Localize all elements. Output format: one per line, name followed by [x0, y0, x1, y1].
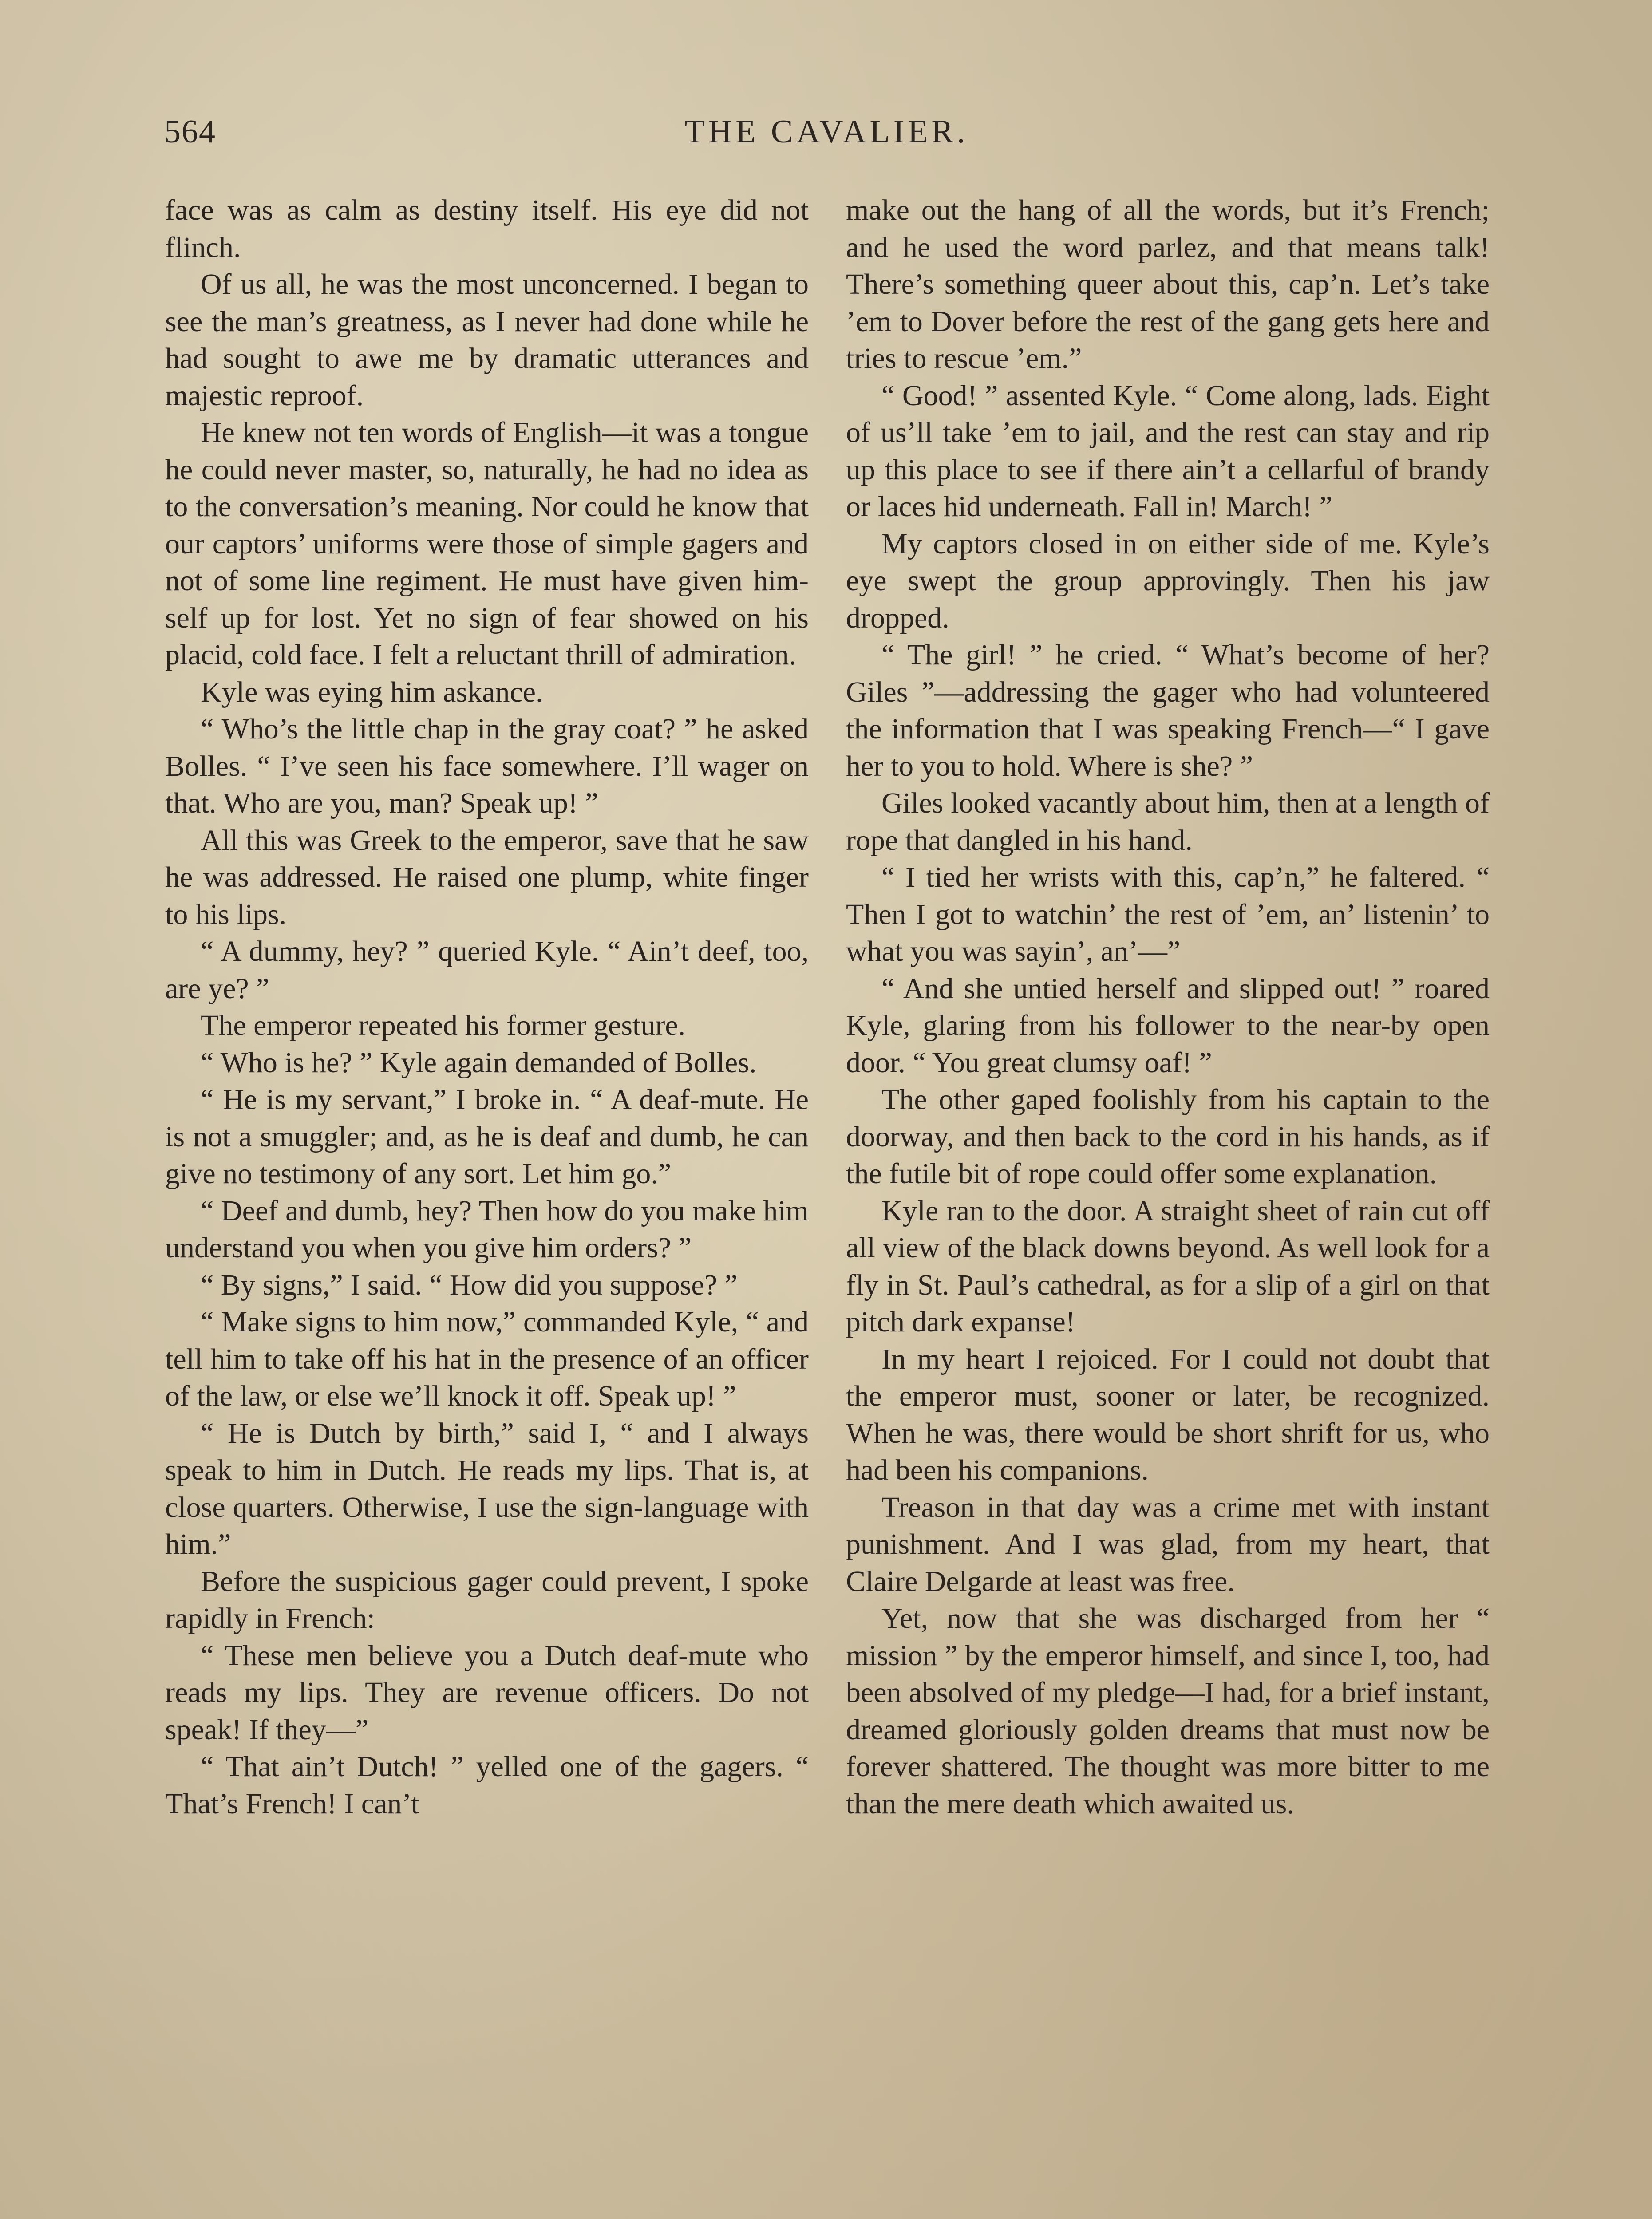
- paragraph: Kyle was eying him askance.: [201, 675, 543, 708]
- running-head: [164, 113, 1489, 162]
- paragraph: “ These men believe you a Dutch deaf-mute who reads my lips. They are revenue officers. Do not speak! If they—”: [165, 1639, 809, 1746]
- paragraph: Giles looked vacantly about him, then at a length of rope that dangled in his hand.: [846, 787, 1490, 857]
- paragraph: Kyle ran to the door. A straight sheet of rain cut off all view of the black downs beyond. As well look for a fly in St. Paul’s cathedral, as for a slip of a girl on that pitch dark expanse!: [846, 1194, 1490, 1338]
- paragraph: “ I tied her wrists with this, cap’n,” he faltered. “ Then I got to watchin’ the rest of ’em, an’ listenin’ to what you was sayin’, an’—”: [846, 861, 1490, 967]
- paragraph: “ By signs,” I said. “ How did you suppose? ”: [201, 1268, 738, 1301]
- paragraph: The emperor repeated his former gesture.: [201, 1009, 686, 1042]
- running-title: THE CAVALIER.: [684, 114, 969, 150]
- paragraph: “ Deef and dumb, hey? Then how do you make him understand you when you give him orders? ”: [165, 1194, 809, 1264]
- paragraph: “ That ain’t Dutch! ” yelled one of the gagers. “ That’s French! I can’t: [165, 1750, 809, 1820]
- paragraph: My captors closed in on either side of me. Kyle’s eye swept the group approvingly. Then his jaw dropped.: [846, 527, 1490, 634]
- paragraph: Of us all, he was the most unconcerned. I began to see the man’s greatness, as I never had done while he had sought to awe me by dramatic utterances and majestic reproof.: [165, 268, 809, 412]
- paragraph: Treason in that day was a crime met with instant punishment. And I was glad, from my heart, that Claire Delgarde at least was free.: [846, 1491, 1490, 1598]
- paragraph: “ A dummy, hey? ” queried Kyle. “ Ain’t deef, too, are ye? ”: [165, 935, 809, 1005]
- paragraph: “ Good! ” assented Kyle. “ Come along, lads. Eight of us’ll take ’em to jail, and the rest can stay and rip up this place to see if there ain’t a cellarful of brandy or laces hid underneath. Fall in! March! ”: [846, 379, 1490, 523]
- paragraph: “ Make signs to him now,” commanded Kyle, “ and tell him to take off his hat in the presence of an officer of the law, or else we’ll knock it off. Speak up! ”: [165, 1306, 809, 1412]
- text-column-left: [165, 192, 809, 1822]
- paragraph: “ Who is he? ” Kyle again demanded of Bolles.: [201, 1046, 757, 1079]
- paragraph: The other gaped foolishly from his captain to the doorway, and then back to the cord in his hands, as if the futile bit of rope could offer some explanation.: [846, 1083, 1490, 1190]
- paragraph: Yet, now that she was discharged from her “ mission ” by the emperor himself, and since I, too, had been absolved of my pledge—I had, for a brief instant, dreamed gloriously golden dreams that must now be forever shattered. The thought was more bitter to me than the mere death which awaited us.: [846, 1602, 1490, 1820]
- paragraph: “ The girl! ” he cried. “ What’s become of her? Giles ”—addressing the gager who had volunteered the information that I was speaking French—“ I gave her to you to hold. Where is she? ”: [846, 639, 1490, 782]
- paragraph: face was as calm as destiny itself. His eye did not flinch.: [165, 194, 809, 264]
- paragraph: All this was Greek to the emperor, save that he saw he was addressed. He raised one plump, white finger to his lips.: [165, 824, 809, 931]
- paragraph: “ He is my servant,” I broke in. “ A deaf-mute. He is not a smuggler; and, as he is deaf and dumb, he can give no testimony of any sort. Let him go.”: [165, 1083, 809, 1190]
- page-number: 564: [164, 114, 216, 150]
- paragraph: “ And she untied herself and slipped out! ” roared Kyle, glaring from his follower to the near-by open door. “ You great clumsy oaf! ”: [846, 972, 1490, 1079]
- paragraph: “ Who’s the little chap in the gray coat? ” he asked Bolles. “ I’ve seen his face somewhere. I’ll wager on that. Who are you, man? Speak up! ”: [165, 713, 809, 819]
- paragraph: “ He is Dutch by birth,” said I, “ and I always speak to him in Dutch. He reads my lips. That is, at close quarters. Otherwise, I use the sign-language with him.”: [165, 1417, 809, 1560]
- paragraph: Before the suspicious gager could prevent, I spoke rapidly in French:: [165, 1565, 809, 1635]
- text-column-right: [846, 192, 1490, 1822]
- paragraph: He knew not ten words of English—it was a tongue he could never master, so, naturally, he had no idea as to the conversation’s meaning. Nor could he know that our captors’ uniforms were those of simple gagers and not of some line regiment. He must have given himself up for lost. Yet no sign of fear showed on his placid, cold face. I felt a reluctant thrill of admiration.: [165, 416, 809, 671]
- paragraph: make out the hang of all the words, but it’s French; and he used the word parlez, and that means talk! There’s something queer about this, cap’n. Let’s take ’em to Dover before the rest of the gang gets here and tries to rescue ’em.”: [846, 194, 1490, 375]
- paragraph: In my heart I rejoiced. For I could not doubt that the emperor must, sooner or later, be recognized. When he was, there would be short shrift for us, who had been his companions.: [846, 1342, 1490, 1486]
